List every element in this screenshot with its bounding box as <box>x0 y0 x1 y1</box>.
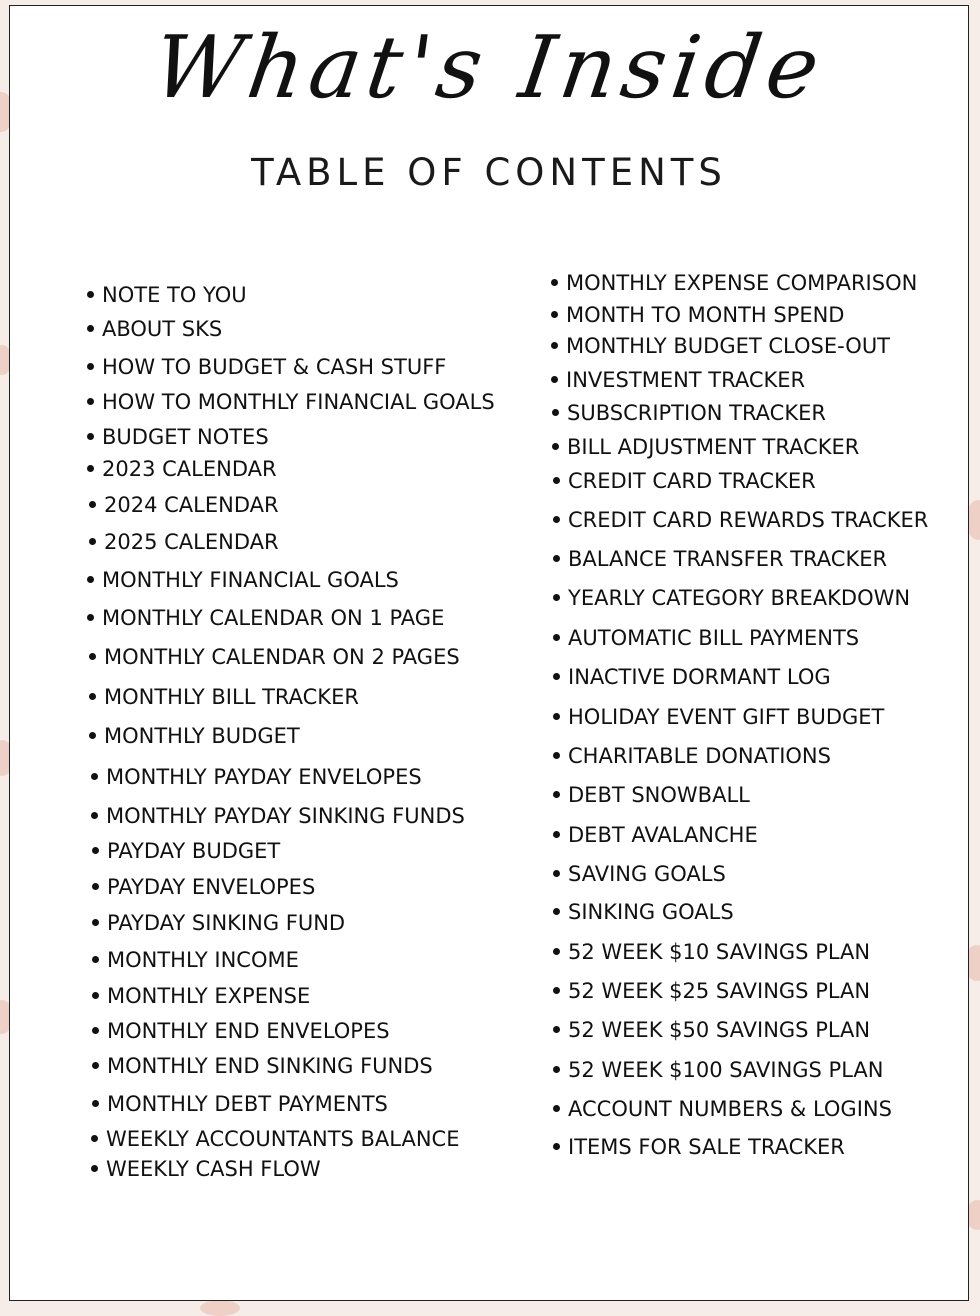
toc-item-label: MONTHLY INCOME <box>107 948 299 972</box>
toc-item-label: WEEKLY ACCOUNTANTS BALANCE <box>106 1127 460 1151</box>
toc-item <box>551 331 890 361</box>
bullet-icon <box>87 614 94 621</box>
toc-item <box>552 432 859 462</box>
bullet-icon <box>553 673 560 680</box>
toc-item <box>89 682 359 712</box>
bullet-icon <box>87 465 94 472</box>
toc-item <box>553 623 859 653</box>
toc-item <box>87 387 495 417</box>
toc-item <box>87 314 222 344</box>
toc-item <box>91 762 422 792</box>
toc-item <box>553 976 870 1006</box>
toc-item <box>553 1094 892 1124</box>
bullet-icon <box>553 477 560 484</box>
toc-item-label: MONTHLY END SINKING FUNDS <box>107 1054 433 1078</box>
toc-item-label: 52 WEEK $10 SAVINGS PLAN <box>568 940 871 964</box>
toc-item <box>553 859 726 889</box>
bullet-icon <box>551 311 558 318</box>
bullet-icon <box>89 538 96 545</box>
bullet-icon <box>553 752 560 759</box>
toc-item <box>92 836 280 866</box>
bullet-icon <box>553 948 560 955</box>
toc-item-label: MONTHLY PAYDAY SINKING FUNDS <box>106 804 465 828</box>
toc-item-label: 52 WEEK $25 SAVINGS PLAN <box>568 979 871 1003</box>
toc-item <box>551 300 844 330</box>
toc-page <box>9 5 969 1301</box>
toc-item <box>87 603 444 633</box>
bullet-icon <box>553 555 560 562</box>
toc-item-label: ITEMS FOR SALE TRACKER <box>568 1135 845 1159</box>
toc-item-label: INACTIVE DORMANT LOG <box>568 665 831 689</box>
bullet-icon <box>551 279 558 286</box>
toc-item <box>92 945 299 975</box>
bullet-icon <box>553 1105 560 1112</box>
toc-item-label: 52 WEEK $50 SAVINGS PLAN <box>568 1018 871 1042</box>
toc-item-label: NOTE TO YOU <box>102 283 247 307</box>
bullet-icon <box>87 576 94 583</box>
bullet-icon <box>87 325 94 332</box>
toc-item <box>92 1051 433 1081</box>
bullet-icon <box>552 443 559 450</box>
toc-item-label: DEBT SNOWBALL <box>568 783 750 807</box>
toc-item-label: HOW TO MONTHLY FINANCIAL GOALS <box>102 390 495 414</box>
toc-item <box>551 365 805 395</box>
toc-item-label: BILL ADJUSTMENT TRACKER <box>567 435 860 459</box>
toc-item <box>553 544 887 574</box>
bullet-icon <box>553 594 560 601</box>
toc-item <box>553 466 816 496</box>
toc-item <box>92 872 315 902</box>
toc-item-label: SAVING GOALS <box>568 862 726 886</box>
toc-item-label: WEEKLY CASH FLOW <box>106 1157 321 1181</box>
toc-item <box>553 780 750 810</box>
bullet-icon <box>92 1027 99 1034</box>
bullet-icon <box>87 363 94 370</box>
toc-item <box>87 565 399 595</box>
bullet-icon <box>91 773 98 780</box>
toc-item <box>92 1089 388 1119</box>
bullet-icon <box>552 409 559 416</box>
toc-item <box>553 937 870 967</box>
toc-item <box>89 527 279 557</box>
bullet-icon <box>92 1100 99 1107</box>
toc-item-label: PAYDAY ENVELOPES <box>107 875 316 899</box>
toc-item-label: ACCOUNT NUMBERS & LOGINS <box>568 1097 892 1121</box>
page-subtitle: TABLE OF CONTENTS <box>251 151 727 194</box>
toc-item-label: MONTHLY BUDGET CLOSE-OUT <box>566 334 891 358</box>
bullet-icon <box>551 376 558 383</box>
bullet-icon <box>91 1165 98 1172</box>
toc-item-label: MONTHLY EXPENSE COMPARISON <box>566 271 918 295</box>
bullet-icon <box>92 992 99 999</box>
toc-item-label: MONTHLY CALENDAR ON 1 PAGE <box>102 606 445 630</box>
toc-item <box>553 741 831 771</box>
toc-item <box>553 1055 883 1085</box>
bullet-icon <box>87 291 94 298</box>
toc-item <box>553 1132 845 1162</box>
bullet-icon <box>89 653 96 660</box>
bullet-icon <box>553 1066 560 1073</box>
toc-item <box>552 398 826 428</box>
bullet-icon <box>92 1062 99 1069</box>
toc-item-label: HOLIDAY EVENT GIFT BUDGET <box>568 705 885 729</box>
toc-item <box>89 642 460 672</box>
toc-item-label: 2023 CALENDAR <box>102 457 277 481</box>
bullet-icon <box>553 870 560 877</box>
bullet-icon <box>89 732 96 739</box>
toc-item-label: 52 WEEK $100 SAVINGS PLAN <box>568 1058 884 1082</box>
toc-item-label: MONTHLY PAYDAY ENVELOPES <box>106 765 422 789</box>
toc-item-label: YEARLY CATEGORY BREAKDOWN <box>568 586 911 610</box>
toc-item-label: SINKING GOALS <box>568 900 734 924</box>
toc-item-label: BALANCE TRANSFER TRACKER <box>568 547 888 571</box>
bullet-icon <box>92 919 99 926</box>
bullet-icon <box>553 791 560 798</box>
toc-item <box>91 1154 321 1184</box>
bullet-icon <box>91 1135 98 1142</box>
toc-item-label: 2025 CALENDAR <box>104 530 279 554</box>
toc-item <box>92 981 310 1011</box>
toc-item-label: SUBSCRIPTION TRACKER <box>567 401 826 425</box>
toc-item-label: AUTOMATIC BILL PAYMENTS <box>568 626 860 650</box>
toc-item-label: INVESTMENT TRACKER <box>566 368 806 392</box>
toc-item <box>553 897 734 927</box>
toc-item <box>92 1016 390 1046</box>
bullet-icon <box>553 908 560 915</box>
toc-item <box>553 662 831 692</box>
toc-item <box>91 801 465 831</box>
bullet-icon <box>89 693 96 700</box>
bullet-icon <box>92 847 99 854</box>
toc-item-label: CREDIT CARD TRACKER <box>568 469 816 493</box>
toc-item-label: BUDGET NOTES <box>102 425 269 449</box>
bullet-icon <box>91 812 98 819</box>
toc-item-label: CHARITABLE DONATIONS <box>568 744 831 768</box>
toc-item-label: HOW TO BUDGET & CASH STUFF <box>102 355 447 379</box>
toc-item-label: MONTH TO MONTH SPEND <box>566 303 845 327</box>
bullet-icon <box>553 516 560 523</box>
toc-item-label: DEBT AVALANCHE <box>568 823 758 847</box>
toc-item <box>87 422 269 452</box>
toc-item-label: ABOUT SKS <box>102 317 223 341</box>
toc-item-label: MONTHLY BUDGET <box>104 724 300 748</box>
toc-item <box>553 583 910 613</box>
bullet-icon <box>553 987 560 994</box>
toc-item <box>551 268 917 298</box>
page-script-title: What's Inside <box>147 18 831 118</box>
bullet-icon <box>89 501 96 508</box>
toc-item-label: MONTHLY DEBT PAYMENTS <box>107 1092 388 1116</box>
toc-item <box>87 352 446 382</box>
toc-item <box>89 490 279 520</box>
toc-item-label: 2024 CALENDAR <box>104 493 279 517</box>
toc-item <box>87 280 247 310</box>
bullet-icon <box>553 831 560 838</box>
toc-item <box>553 820 758 850</box>
bullet-icon <box>92 956 99 963</box>
toc-item-label: MONTHLY FINANCIAL GOALS <box>102 568 399 592</box>
toc-item-label: MONTHLY CALENDAR ON 2 PAGES <box>104 645 460 669</box>
toc-item-label: CREDIT CARD REWARDS TRACKER <box>568 508 929 532</box>
bullet-icon <box>551 342 558 349</box>
background-blot <box>200 1300 240 1316</box>
toc-item <box>87 454 277 484</box>
toc-item-label: MONTHLY EXPENSE <box>107 984 311 1008</box>
bullet-icon <box>553 713 560 720</box>
toc-item <box>553 1015 870 1045</box>
toc-item-label: MONTHLY BILL TRACKER <box>104 685 359 709</box>
bullet-icon <box>87 433 94 440</box>
toc-item-label: PAYDAY SINKING FUND <box>107 911 346 935</box>
toc-item <box>92 908 345 938</box>
toc-item-label: MONTHLY END ENVELOPES <box>107 1019 390 1043</box>
toc-item-label: PAYDAY BUDGET <box>107 839 281 863</box>
toc-item <box>91 1124 459 1154</box>
bullet-icon <box>92 883 99 890</box>
toc-item <box>553 505 928 535</box>
bullet-icon <box>87 398 94 405</box>
bullet-icon <box>553 634 560 641</box>
bullet-icon <box>553 1026 560 1033</box>
toc-item <box>89 721 300 751</box>
toc-item <box>553 702 884 732</box>
bullet-icon <box>553 1143 560 1150</box>
